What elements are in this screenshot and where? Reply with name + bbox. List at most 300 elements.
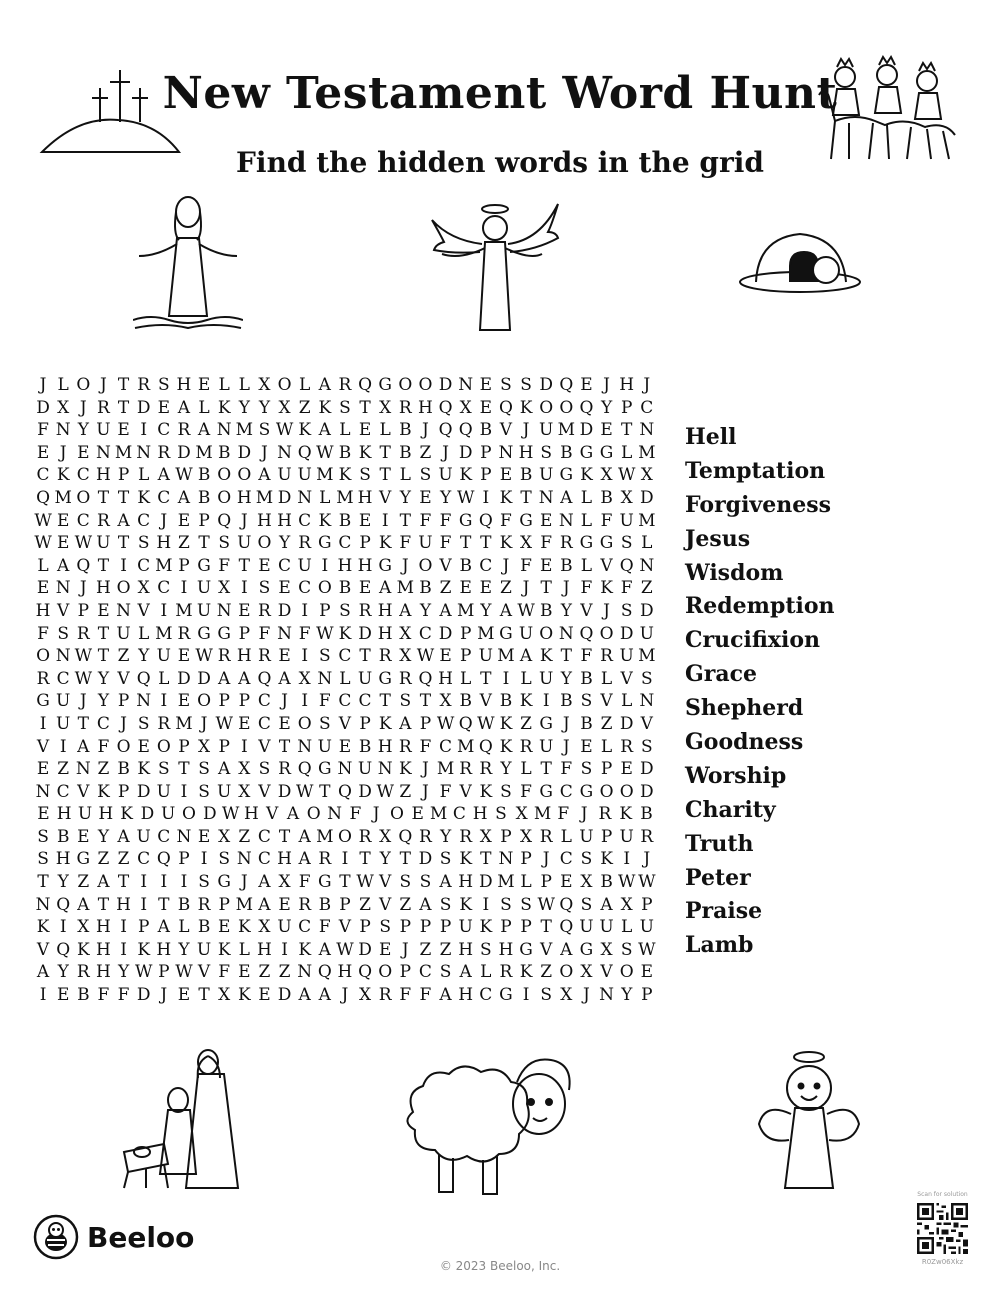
grid-letter: Z <box>97 759 110 780</box>
grid-letter: J <box>502 555 510 576</box>
grid-letter: X <box>399 623 412 644</box>
grid-letter: J <box>562 578 570 599</box>
grid-letter: U <box>96 420 111 441</box>
grid-letter: J <box>580 804 588 825</box>
grid-letter: C <box>439 736 453 757</box>
grid-row <box>33 442 657 465</box>
grid-letter: A <box>600 894 613 915</box>
grid-letter: J <box>160 510 168 531</box>
grid-letter: Q <box>579 623 594 644</box>
grid-letter: V <box>379 872 392 893</box>
grid-letter: K <box>338 623 352 644</box>
grid-letter: T <box>97 623 110 644</box>
grid-letter: X <box>77 917 90 938</box>
grid-letter: J <box>522 420 530 441</box>
grid-letter: Y <box>97 668 110 689</box>
grid-letter: O <box>389 804 404 825</box>
grid-letter: H <box>277 849 292 870</box>
grid-letter: A <box>77 736 90 757</box>
grid-letter: E <box>338 736 352 757</box>
grid-letter: L <box>238 939 250 960</box>
grid-letter: R <box>177 623 191 644</box>
grid-letter: C <box>157 826 171 847</box>
grid-letter: F <box>298 623 311 644</box>
grid-letter: P <box>540 872 552 893</box>
grid-letter: E <box>560 872 573 893</box>
grid-letter: C <box>559 849 573 870</box>
grid-letter: Z <box>439 939 452 960</box>
grid-row <box>33 916 657 939</box>
grid-letter: F <box>439 781 452 802</box>
grid-letter: D <box>202 804 217 825</box>
grid-letter: I <box>240 578 248 599</box>
grid-letter: P <box>158 962 170 983</box>
grid-letter: E <box>56 533 70 554</box>
copyright-text: © 2023 Beeloo, Inc. <box>439 1259 561 1273</box>
grid-letter: P <box>620 397 633 418</box>
grid-letter: S <box>439 894 452 915</box>
grid-letter: W <box>74 668 93 689</box>
word-list-item: Wisdom <box>685 559 784 586</box>
grid-letter: U <box>196 600 212 621</box>
grid-letter: N <box>458 375 474 395</box>
grid-letter: F <box>419 510 432 531</box>
grid-letter: V <box>379 487 392 508</box>
grid-letter: L <box>621 691 633 712</box>
grid-letter: A <box>157 465 170 486</box>
grid-letter: Z <box>178 533 190 554</box>
grid-row <box>33 532 657 555</box>
grid-letter: J <box>281 691 288 712</box>
grid-letter: V <box>600 691 613 712</box>
grid-letter: I <box>120 917 127 938</box>
word-list-item: Redemption <box>685 593 835 620</box>
grid-letter: H <box>96 917 111 938</box>
brand-name: Beeloo <box>87 1220 195 1254</box>
grid-letter: W <box>134 962 153 983</box>
grid-letter: T <box>77 713 89 734</box>
grid-letter: M <box>429 804 448 825</box>
grid-letter: S <box>258 420 271 441</box>
grid-letter: Y <box>560 668 572 689</box>
grid-letter: P <box>238 691 251 712</box>
grid-letter: Y <box>560 600 572 621</box>
grid-letter: U <box>639 917 654 938</box>
grid-letter: R <box>398 397 412 418</box>
grid-letter: N <box>297 962 313 983</box>
grid-letter: E <box>640 962 654 983</box>
grid-letter: L <box>399 465 411 486</box>
grid-letter: E <box>539 555 553 576</box>
grid-letter: R <box>378 646 392 667</box>
grid-letter: H <box>243 804 259 825</box>
grid-letter: S <box>318 646 331 667</box>
grid-letter: X <box>198 736 211 757</box>
grid-letter: O <box>217 487 232 508</box>
grid-letter: T <box>621 420 633 441</box>
grid-letter: O <box>257 533 272 554</box>
grid-row <box>33 600 657 623</box>
grid-letter: V <box>459 781 472 802</box>
grid-letter: B <box>560 555 573 576</box>
grid-letter: B <box>358 736 372 757</box>
grid-letter: F <box>520 555 532 576</box>
grid-letter: H <box>277 510 292 531</box>
grid-letter: A <box>157 917 170 938</box>
grid-letter: Q <box>358 962 373 983</box>
grid-letter: P <box>480 465 492 486</box>
nativity-illustration <box>120 1048 250 1193</box>
grid-letter: V <box>499 420 513 441</box>
grid-letter: C <box>56 668 70 689</box>
grid-row <box>33 397 657 420</box>
grid-letter: Z <box>117 646 130 667</box>
grid-letter: S <box>439 962 452 983</box>
grid-letter: M <box>477 623 495 644</box>
grid-letter: L <box>57 375 69 395</box>
grid-letter: V <box>379 894 392 915</box>
grid-letter: D <box>579 420 594 441</box>
grid-letter: T <box>359 849 371 870</box>
grid-letter: D <box>639 781 654 802</box>
word-list <box>685 421 835 963</box>
grid-letter: K <box>600 578 613 599</box>
grid-letter: C <box>479 555 493 576</box>
grid-letter: I <box>120 555 127 576</box>
grid-letter: G <box>579 533 594 554</box>
grid-letter: F <box>580 578 593 599</box>
grid-letter: E <box>217 917 231 938</box>
grid-letter: A <box>57 555 70 576</box>
grid-letter: Z <box>258 962 271 983</box>
grid-letter: E <box>197 375 211 395</box>
grid-letter: M <box>436 759 455 780</box>
grid-letter: N <box>337 759 353 780</box>
grid-letter: M <box>497 646 515 667</box>
grid-letter: W <box>617 872 636 893</box>
grid-letter: C <box>137 849 151 870</box>
grid-letter: W <box>638 939 656 960</box>
grid-letter: O <box>306 804 321 825</box>
grid-letter: W <box>416 646 435 667</box>
grid-letter: M <box>638 510 656 531</box>
grid-letter: H <box>357 555 373 576</box>
grid-letter: O <box>76 375 91 395</box>
grid-letter: I <box>200 849 208 870</box>
grid-letter: M <box>54 487 72 508</box>
grid-letter: Z <box>419 939 432 960</box>
grid-letter: X <box>238 759 251 780</box>
grid-letter: D <box>418 849 433 870</box>
grid-letter: F <box>439 533 452 554</box>
grid-letter: H <box>35 600 51 621</box>
grid-letter: J <box>79 578 87 599</box>
grid-letter: V <box>36 736 50 757</box>
grid-letter: T <box>178 759 190 780</box>
grid-letter: Q <box>458 713 473 734</box>
grid-letter: X <box>600 465 613 486</box>
grid-letter: Q <box>317 962 332 983</box>
grid-letter: X <box>278 872 291 893</box>
grid-letter: T <box>198 533 210 554</box>
grid-letter: L <box>600 668 613 689</box>
grid-letter: R <box>358 600 372 621</box>
grid-letter: M <box>175 713 193 734</box>
grid-letter: U <box>478 646 493 667</box>
grid-letter: H <box>458 985 474 1006</box>
grid-letter: A <box>298 849 311 870</box>
grid-letter: I <box>341 849 349 870</box>
grid-letter: V <box>439 555 452 576</box>
grid-letter: C <box>278 555 292 576</box>
grid-letter: J <box>542 849 550 870</box>
grid-letter: I <box>160 691 168 712</box>
grid-letter: P <box>198 510 210 531</box>
grid-letter: P <box>178 555 190 576</box>
grid-letter: L <box>319 487 331 508</box>
grid-letter: A <box>318 985 331 1006</box>
grid-letter: E <box>439 646 452 667</box>
grid-letter: H <box>377 623 393 644</box>
grid-letter: N <box>35 894 51 915</box>
grid-letter: G <box>318 759 332 780</box>
grid-letter: P <box>117 465 130 486</box>
grid-letter: U <box>619 826 634 847</box>
grid-letter: W <box>316 623 334 644</box>
grid-letter: W <box>215 713 233 734</box>
grid-letter: F <box>560 759 573 780</box>
grid-letter: B <box>117 759 130 780</box>
grid-letter: R <box>519 736 533 757</box>
grid-letter: T <box>379 691 391 712</box>
grid-letter: W <box>34 533 52 554</box>
grid-letter: D <box>277 781 292 802</box>
word-list-item: Praise <box>685 898 763 925</box>
grid-letter: S <box>620 533 633 554</box>
grid-letter: S <box>580 759 593 780</box>
grid-letter: Z <box>439 578 452 599</box>
grid-letter: C <box>298 917 312 938</box>
grid-letter: P <box>238 623 251 644</box>
qr-code[interactable] <box>917 1203 968 1258</box>
page-subtitle: Find the hidden words in the grid <box>236 146 764 179</box>
grid-letter: B <box>56 826 70 847</box>
grid-letter: D <box>136 985 151 1006</box>
grid-letter: J <box>603 375 610 395</box>
grid-letter: R <box>278 759 291 780</box>
grid-letter: A <box>419 894 432 915</box>
grid-letter: O <box>418 555 433 576</box>
grid-letter: L <box>600 736 613 757</box>
grid-letter: J <box>422 781 429 802</box>
grid-letter: Q <box>337 781 352 802</box>
grid-letter: J <box>261 442 268 463</box>
grid-letter: O <box>76 487 91 508</box>
grid-letter: R <box>298 533 312 554</box>
grid-letter: E <box>620 759 633 780</box>
grid-letter: Y <box>77 420 89 441</box>
grid-letter: B <box>539 600 553 621</box>
grid-letter: U <box>96 533 111 554</box>
grid-letter: S <box>419 872 432 893</box>
grid-letter: G <box>318 872 332 893</box>
grid-letter: L <box>138 465 150 486</box>
grid-letter: A <box>560 939 573 960</box>
grid-letter: V <box>197 962 211 983</box>
grid-letter: I <box>301 646 309 667</box>
grid-letter: H <box>377 736 393 757</box>
grid-letter: O <box>182 804 196 825</box>
grid-letter: Q <box>136 668 151 689</box>
grid-letter: I <box>180 781 188 802</box>
grid-letter: S <box>157 375 170 395</box>
grid-letter: S <box>520 375 532 395</box>
grid-letter: V <box>258 736 271 757</box>
grid-letter: G <box>36 691 50 712</box>
grid-letter: E <box>278 578 291 599</box>
grid-letter: U <box>357 668 373 689</box>
grid-letter: L <box>379 420 391 441</box>
grid-letter: A <box>379 578 392 599</box>
grid-letter: E <box>358 578 372 599</box>
grid-letter: Q <box>358 375 373 395</box>
grid-letter: C <box>418 962 432 983</box>
grid-letter: N <box>236 849 252 870</box>
grid-letter: C <box>298 578 312 599</box>
grid-letter: D <box>177 442 191 463</box>
grid-letter: F <box>318 691 331 712</box>
grid-letter: F <box>37 420 49 441</box>
grid-letter: X <box>580 872 593 893</box>
grid-letter: T <box>37 872 49 893</box>
grid-letter: Y <box>57 872 69 893</box>
grid-letter: K <box>479 781 493 802</box>
grid-letter: E <box>238 713 251 734</box>
grid-letter: Q <box>217 510 232 531</box>
grid-letter: H <box>55 849 71 870</box>
grid-letter: M <box>155 555 173 576</box>
grid-letter: M <box>155 623 173 644</box>
grid-letter: N <box>216 420 232 441</box>
grid-letter: E <box>459 578 472 599</box>
grid-letter: K <box>378 533 392 554</box>
grid-letter: H <box>176 375 192 395</box>
lamb-illustration <box>393 1042 578 1202</box>
grid-letter: M <box>497 872 515 893</box>
grid-letter: K <box>600 849 613 870</box>
grid-letter: C <box>257 826 271 847</box>
grid-letter: J <box>643 375 651 395</box>
grid-letter: B <box>600 872 613 893</box>
grid-letter: P <box>359 713 371 734</box>
grid-letter: I <box>140 420 148 441</box>
grid-letter: K <box>137 487 151 508</box>
grid-letter: Z <box>419 442 432 463</box>
grid-letter: P <box>399 917 412 938</box>
grid-letter: W <box>74 646 93 667</box>
grid-letter: J <box>240 510 248 531</box>
grid-letter: R <box>76 623 90 644</box>
grid-letter: L <box>520 872 532 893</box>
grid-letter: S <box>399 872 412 893</box>
grid-letter: R <box>217 646 231 667</box>
grid-letter: P <box>600 759 613 780</box>
grid-letter: Y <box>439 826 452 847</box>
grid-letter: H <box>337 555 353 576</box>
grid-letter: R <box>598 804 612 825</box>
grid-letter: Y <box>178 939 190 960</box>
grid-letter: S <box>580 691 593 712</box>
grid-letter: S <box>620 600 633 621</box>
grid-letter: W <box>537 894 555 915</box>
grid-letter: Z <box>57 759 70 780</box>
grid-letter: Y <box>117 962 130 983</box>
grid-letter: Z <box>97 849 110 870</box>
grid-letter: D <box>136 397 151 418</box>
grid-letter: N <box>297 736 313 757</box>
grid-letter: D <box>140 804 155 825</box>
grid-letter: L <box>480 962 492 983</box>
grid-letter: J <box>341 985 349 1006</box>
grid-letter: S <box>399 691 412 712</box>
grid-letter: N <box>639 555 655 576</box>
grid-letter: A <box>318 939 331 960</box>
grid-letter: X <box>620 487 633 508</box>
grid-letter: M <box>235 420 254 441</box>
grid-letter: R <box>499 962 513 983</box>
grid-letter: S <box>640 736 653 757</box>
grid-letter: L <box>460 668 472 689</box>
grid-letter: G <box>579 939 594 960</box>
grid-letter: E <box>378 939 392 960</box>
grid-letter: F <box>349 804 362 825</box>
grid-letter: N <box>639 420 655 441</box>
grid-letter: F <box>600 510 613 531</box>
grid-letter: O <box>599 781 614 802</box>
grid-letter: A <box>177 487 191 508</box>
grid-letter: T <box>379 465 391 486</box>
grid-letter: R <box>600 646 613 667</box>
grid-letter: E <box>278 713 291 734</box>
grid-letter: Y <box>500 759 512 780</box>
grid-letter: I <box>623 849 631 870</box>
grid-letter: G <box>318 533 332 554</box>
grid-letter: P <box>319 600 331 621</box>
grid-letter: T <box>97 646 110 667</box>
grid-letter: D <box>639 600 654 621</box>
grid-letter: C <box>36 465 50 486</box>
grid-letter: L <box>621 917 633 938</box>
grid-letter: B <box>580 713 593 734</box>
qr-label: Scan for solution <box>917 1191 968 1198</box>
grid-letter: B <box>197 465 211 486</box>
word-list-item: Temptation <box>685 457 826 484</box>
grid-letter: Q <box>579 397 594 418</box>
grid-letter: T <box>117 533 130 554</box>
grid-letter: E <box>56 510 70 531</box>
grid-letter: H <box>518 442 534 463</box>
grid-letter: E <box>177 985 191 1006</box>
grid-letter: Y <box>238 397 250 418</box>
grid-letter: W <box>436 713 455 734</box>
grid-letter: L <box>520 668 532 689</box>
grid-letter: J <box>442 442 449 463</box>
grid-letter: M <box>255 487 274 508</box>
grid-letter: U <box>217 781 232 802</box>
grid-letter: O <box>559 397 574 418</box>
grid-letter: D <box>136 781 151 802</box>
grid-letter: A <box>399 713 412 734</box>
